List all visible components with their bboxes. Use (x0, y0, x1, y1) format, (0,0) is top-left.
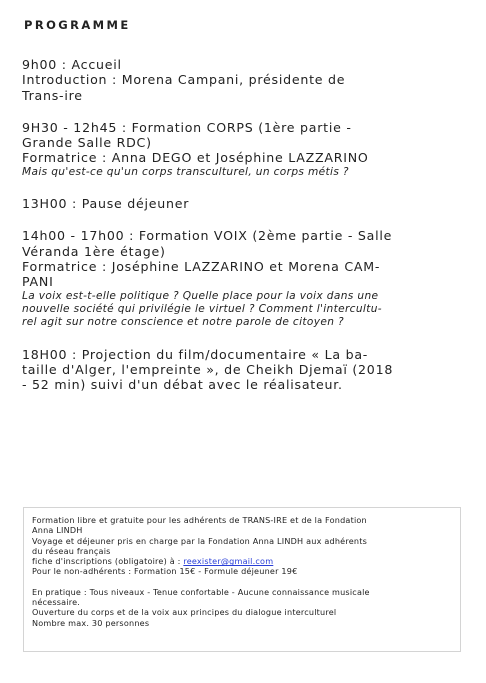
program-line: 9H30 - 12h45 : Formation CORPS (1ère partie - (22, 119, 352, 135)
program-line: PANI (22, 274, 54, 290)
program-line: Trans-ire (22, 87, 83, 103)
program-schedule (22, 57, 468, 410)
program-description: rel agit sur notre conscience et notre parole de citoyen ? (22, 316, 344, 329)
info-line: Voyage et déjeuner pris en charge par la Fondation Anna LINDH aux adhérents (32, 535, 367, 546)
info-line: En pratique : Tous niveaux - Tenue confortable - Aucune connaissance musicale (32, 586, 370, 597)
program-description: La voix est-t-elle politique ? Quelle place pour la voix dans une (22, 289, 379, 302)
program-line: - 52 min) suivi d'un débat avec le réalisateur. (22, 377, 343, 393)
program-description: nouvelle société qui privilégie le virtuel ? Comment l'intercultu- (22, 303, 382, 316)
registration-line (32, 556, 452, 566)
program-line: Formatrice : Anna DEGO et Joséphine LAZZARINO (22, 150, 369, 166)
program-block-voix (22, 228, 468, 329)
program-line: 18H00 : Projection du film/documentaire « La ba- (22, 346, 369, 362)
program-line: 9h00 : Accueil (22, 57, 122, 72)
program-line: taille d'Alger, l'empreinte », de Cheikh Djemaï (2018 (22, 362, 394, 378)
info-line: Formation libre et gratuite pour les adhérents de TRANS-IRE et de la Fondation (32, 515, 367, 525)
program-line: 13H00 : Pause déjeuner (22, 196, 190, 212)
program-line: Grande Salle RDC) (22, 135, 152, 151)
program-block-corps (22, 120, 468, 179)
program-block-screening (22, 347, 468, 393)
programme-heading: PROGRAMME (24, 18, 131, 32)
info-line: nécessaire. (32, 597, 81, 608)
email-link[interactable]: reexister@gmail.com (183, 556, 274, 567)
program-line: Introduction : Morena Campani, présidente de (22, 72, 346, 88)
info-line: du réseau français (32, 545, 111, 556)
program-block-lunch (22, 196, 468, 211)
program-line: Véranda 1ère étage) (22, 243, 166, 259)
program-line: Formatrice : Joséphine LAZZARINO et Morena CAM- (22, 259, 381, 275)
program-block-welcome (22, 57, 468, 103)
program-description: Mais qu'est-ce qu'un corps transculturel, un corps métis ? (22, 165, 349, 178)
info-line: Pour le non-adhérents : Formation 15€ - Formule déjeuner 19€ (32, 566, 298, 577)
info-line: Anna LINDH (32, 525, 83, 536)
info-gap (32, 577, 452, 587)
info-line: Ouverture du corps et de la voix aux principes du dialogue interculturel (32, 607, 337, 618)
program-line: 14h00 - 17h00 : Formation VOIX (2ème partie - Salle (22, 228, 393, 244)
registration-label: fiche d'inscriptions (obligatoire) à : (32, 556, 184, 567)
info-box (23, 507, 461, 652)
info-line: Nombre max. 30 personnes (32, 617, 150, 628)
